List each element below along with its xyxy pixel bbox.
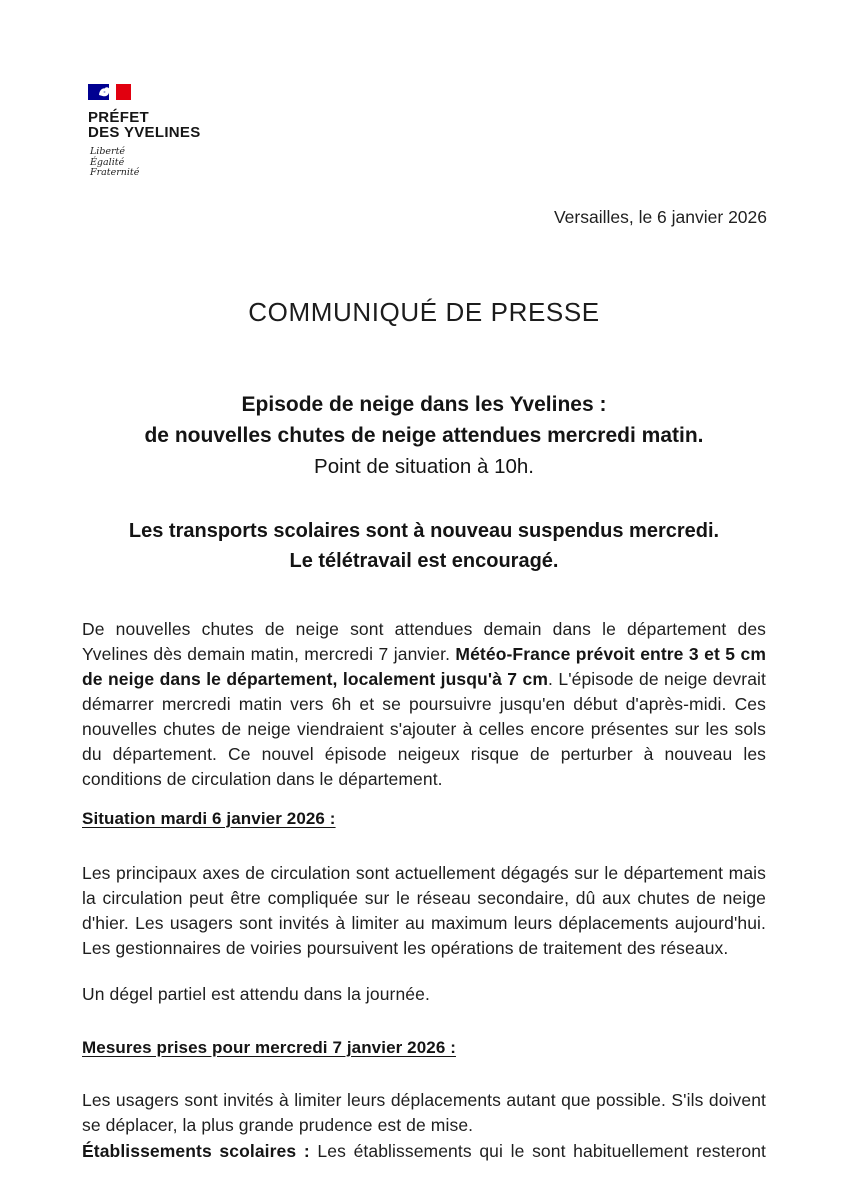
institution-line2: DES YVELINES <box>88 124 201 141</box>
motto-liberte: Liberté <box>90 146 126 157</box>
intro-paragraph <box>82 617 766 792</box>
french-flag-icon <box>88 84 201 101</box>
press-release-title: COMMUNIQUÉ DE PRESSE <box>248 297 600 327</box>
section2-heading: Mesures prises pour mercredi 7 janvier 2026 : <box>82 1038 456 1057</box>
republic-motto <box>88 147 201 179</box>
motto-egalite: Égalité <box>90 156 125 168</box>
schools-paragraph <box>82 1139 766 1164</box>
institution-line1: PRÉFET <box>88 109 149 126</box>
motto-fraternite: Fraternité <box>90 167 140 178</box>
headline-line1: Episode de neige dans les Yvelines : <box>241 393 607 416</box>
schools-lead-bold: Établissements scolaires : <box>82 1140 310 1161</box>
institution-name <box>88 110 201 140</box>
flag-red-block <box>116 84 131 100</box>
marianne-icon <box>98 85 112 99</box>
dateline: Versailles, le 6 janvier 2026 <box>553 207 767 227</box>
schools-text: Les établissements qui le sont habituellement resteront <box>309 1140 766 1161</box>
intro-text-2: . L'épisode de neige devrait démarrer mercredi matin vers 6h et se poursuivre jusqu'en début d'après-midi. Ces nouvelles chutes de neige viendraient s'ajouter à celles encore présentes sur les sols du département. Ce nouvel épisode neigeux risque de perturber à nouveau les conditions de circulation dans le département. <box>82 668 766 789</box>
headline-line3: Point de situation à 10h. <box>314 455 534 478</box>
section1-paragraph2: Un dégel partiel est attendu dans la journée. <box>82 983 430 1004</box>
section2-paragraph1: Les usagers sont invités à limiter leurs déplacements autant que possible. S'ils doivent se déplacer, la plus grande prudence est de mise. <box>82 1089 766 1135</box>
intro-text-bold: Météo-France prévoit entre 3 et 5 cm de neige dans le département, localement jusqu'à 7 cm <box>82 643 766 689</box>
prefecture-logo <box>88 84 201 179</box>
section1-heading: Situation mardi 6 janvier 2026 : <box>82 809 336 828</box>
key-message-line1: Les transports scolaires sont à nouveau suspendus mercredi. <box>128 520 720 542</box>
headline <box>42 389 806 482</box>
key-message <box>42 516 806 576</box>
key-message-line2: Le télétravail est encouragé. <box>289 550 559 572</box>
section1-paragraph1: Les principaux axes de circulation sont actuellement dégagés sur le département mais la circulation peut être compliquée sur le réseau secondaire, dû aux chutes de neige d'hier. Les usagers sont invités à limiter au maximum leurs déplacements aujourd'hui. Les gestionnaires de voiries poursuivent les opérations de traitement des réseaux. <box>82 862 766 958</box>
headline-line2: de nouvelles chutes de neige attendues mercredi matin. <box>144 424 704 447</box>
intro-text-1: De nouvelles chutes de neige sont attendues demain dans le département des Yvelines dès demain matin, mercredi 7 janvier. <box>82 618 766 664</box>
